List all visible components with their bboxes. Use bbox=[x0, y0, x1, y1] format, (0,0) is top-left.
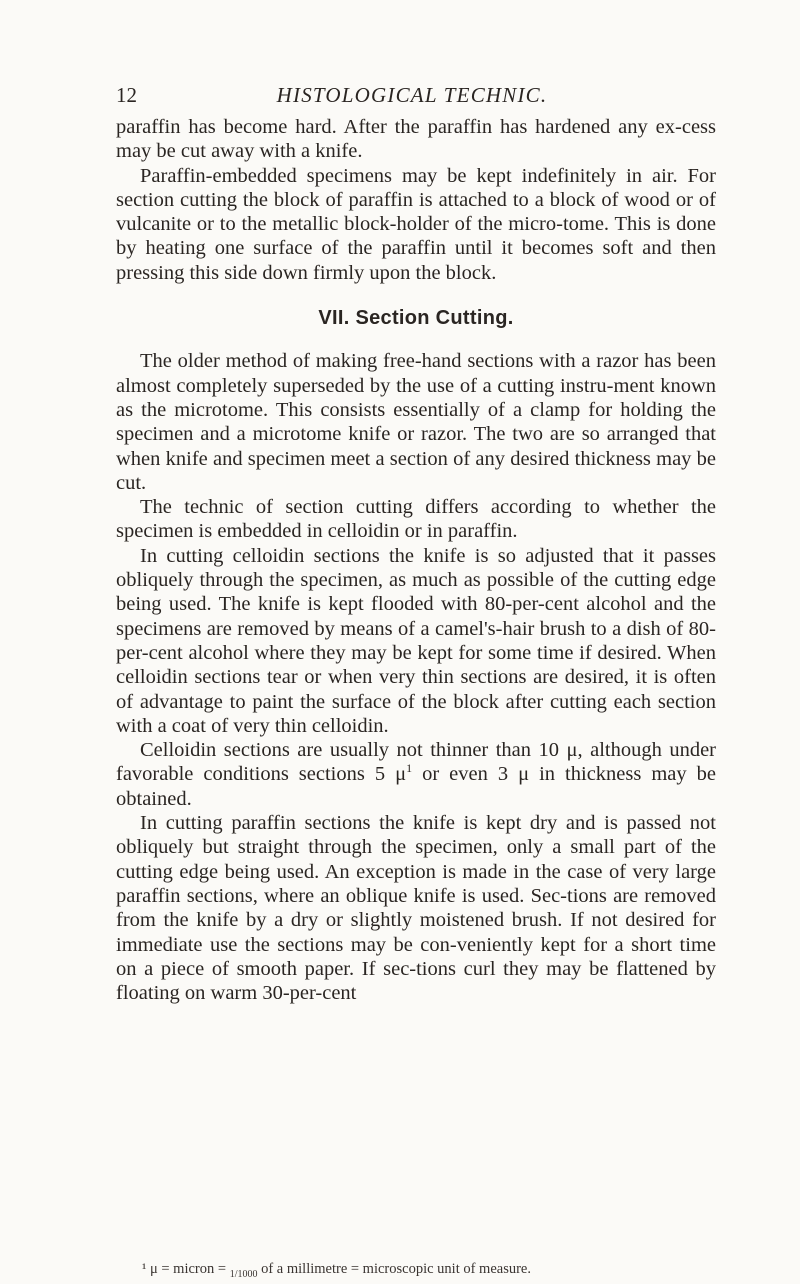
footnote bbox=[142, 1260, 722, 1284]
paragraph: In cutting paraffin sections the knife is kept dry and is passed not obliquely but straight through the specimen, only a small part of the cutting edge being used. An exception is made in the case of very large paraffin sections, where an oblique knife is used. Sec-tions are removed from the knife by a dry or slightly moistened brush. If not desired for immediate use the sections may be con-veniently kept for a short time on a piece of smooth paper. If sec-tions curl they may be flattened by floating on warm 30-per-cent bbox=[116, 812, 716, 1005]
paragraph: Paraffin-embedded specimens may be kept indefinitely in air. For section cutting the block of paraffin is attached to a block of wood or of vulcanite or to the metallic block-holder of the micro-tome. This is done by heating one surface of the paraffin until it becomes soft and then pressing this side down firmly upon the block. bbox=[116, 164, 716, 284]
paragraph bbox=[116, 738, 716, 811]
paragraph: paraffin has become hard. After the paraffin has hardened any ex-cess may be cut away with a knife. bbox=[116, 116, 716, 163]
paragraph-text: or even 3 μ in thickness may be obtained. bbox=[116, 763, 716, 810]
paragraph-text: Celloidin sections are usually not thinner than 10 μ, although under favorable conditions sections 5 μ bbox=[116, 739, 716, 786]
section-heading: VII. Section Cutting. bbox=[318, 307, 514, 330]
footnote-tail: of a millimetre = microscopic unit of measure. bbox=[257, 1261, 531, 1277]
page-header bbox=[116, 82, 708, 108]
page-number: 12 bbox=[116, 83, 137, 107]
paragraph: In cutting celloidin sections the knife is so adjusted that it passes obliquely through the specimen, as much as possible of the cutting edge being used. The knife is kept flooded with 80-per-cent alcohol and the specimens are removed by means of a camel's-hair brush to a dish of 80-per-cent alcohol where they may be kept for some time if desired. When celloidin sections tear or when very thin sections are desired, it is often of advantage to paint the surface of the block after cutting each section with a coat of very thin celloidin. bbox=[116, 544, 716, 737]
footnote-fraction: 1/1000 bbox=[229, 1268, 258, 1280]
paragraph: The older method of making free-hand sections with a razor has been almost completely superseded by the use of a cutting instru-ment known as the microtome. This consists essentially of a clamp for holding the specimen and a microtome knife or razor. The two are so arranged that when knife and specimen meet a section of any desired thickness may be cut. bbox=[116, 350, 716, 494]
footnote-reference: 1 bbox=[406, 761, 413, 776]
paragraph: The technic of section cutting differs according to whether the specimen is embedded in celloidin or in paraffin. bbox=[116, 496, 716, 543]
running-head: HISTOLOGICAL TECHNIC. bbox=[276, 83, 548, 107]
body-text bbox=[116, 115, 716, 1005]
footnote-lead: ¹ μ = micron = bbox=[142, 1261, 230, 1277]
